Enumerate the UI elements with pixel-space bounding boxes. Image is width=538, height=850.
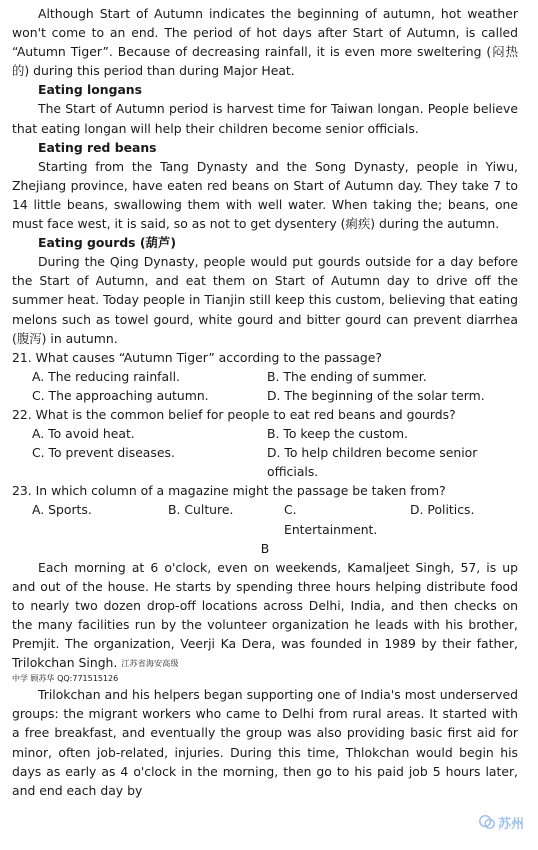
paragraph-kamaljeet-text: Each morning at 6 o'clock, even on weekends, Kamaljeet Singh, 57, is up and out of the house. He starts by spending three hours helping distribute food to nearly two dozen drop-off locations across Delhi, India, and then checks on the many facilities run by the volunteer organization he leads with his brother, Premjit. The organization, Veerji Ka Dera, was founded in 1989 by their father, Trilokchan Singh. [12, 559, 518, 671]
paragraph-autumn-tiger: Although Start of Autumn indicates the beginning of autumn, hot weather won't come to an end. The period of hot days after Start of Autumn, is called “Autumn Tiger”. Because of decreasing rainfall, it is even more sweltering (闷热的) during this period than during Major Heat. [12, 6, 518, 79]
question-23-stem: 23. In which column of a magazine might the passage be taken from? [12, 483, 446, 499]
q21-option-a: A. The reducing rainfall. [32, 368, 180, 384]
inline-watermark-text: 江苏省海安高级 [121, 659, 179, 669]
footer-watermark-text: 中学 顾苏华 QQ:771515126 [12, 674, 119, 684]
question-21-stem: 21. What causes “Autumn Tiger” according to the passage? [12, 349, 382, 365]
wechat-logo-icon [478, 813, 496, 831]
q22-option-a: A. To avoid heat. [32, 426, 135, 442]
q23-option-c: C. Entertainment. [284, 502, 378, 537]
paragraph-gourds: During the Qing Dynasty, people would put gourds outside for a day before the Start of Autumn, and eat them on Start of Autumn day to drive off the summer heat. Today people in Tianjin still keep this custom, believing that eating melons such as towel gourd, white gourd and bitter gourd can prevent diarrhea (腹泻) in autumn. [12, 254, 518, 346]
document-page [12, 4, 518, 800]
paragraph-kamaljeet [12, 558, 518, 674]
question-22-options [12, 424, 518, 481]
q23-option-a: A. Sports. [32, 502, 92, 518]
heading-eating-red-beans: Eating red beans [38, 139, 157, 155]
q21-option-b: B. The ending of summer. [267, 368, 427, 384]
watermark-logo [478, 810, 538, 834]
section-b-label: B [260, 540, 270, 556]
question-22-stem: 22. What is the common belief for people to eat red beans and gourds? [12, 406, 456, 422]
paragraph-red-beans: Starting from the Tang Dynasty and the Song Dynasty, people in Yiwu, Zhejiang province, have eaten red beans on Start of Autumn day. They take 7 to 14 little beans, swallowing them with well water. When taking the; beans, one must face west, it is said, so as not to get dysentery (痢疾) during the autumn. [12, 158, 518, 232]
q22-option-d: D. To help children become senior officials. [267, 445, 478, 480]
q22-option-b: B. To keep the custom. [267, 426, 408, 442]
paragraph-trilokchan: Trilokchan and his helpers began supporting one of India's most underserved groups: the migrant workers who came to Delhi from rural areas. It started with a free breakfast, and eventually the group was also providing basic first aid for minor, often job-related, injuries. During this time, Thlokchan would begin his days as early as 4 o'clock in the morning, then go to his paid job 5 hours later, and end each day by [12, 687, 518, 798]
q23-option-b: B. Culture. [168, 502, 234, 518]
q21-option-d: D. The beginning of the solar term. [267, 387, 485, 403]
heading-eating-gourds: Eating gourds (葫芦) [38, 235, 176, 251]
q21-option-c: C. The approaching autumn. [32, 387, 209, 403]
question-23-options [12, 500, 518, 538]
paragraph-longans: The Start of Autumn period is harvest time for Taiwan longan. People believe that eating longan will help their children become senior officials. [12, 101, 518, 136]
question-21-options [12, 367, 518, 405]
q23-option-d: D. Politics. [410, 502, 475, 518]
heading-eating-longans: Eating longans [38, 82, 143, 98]
logo-text: 苏州 [498, 816, 525, 832]
q22-option-c: C. To prevent diseases. [32, 445, 175, 461]
